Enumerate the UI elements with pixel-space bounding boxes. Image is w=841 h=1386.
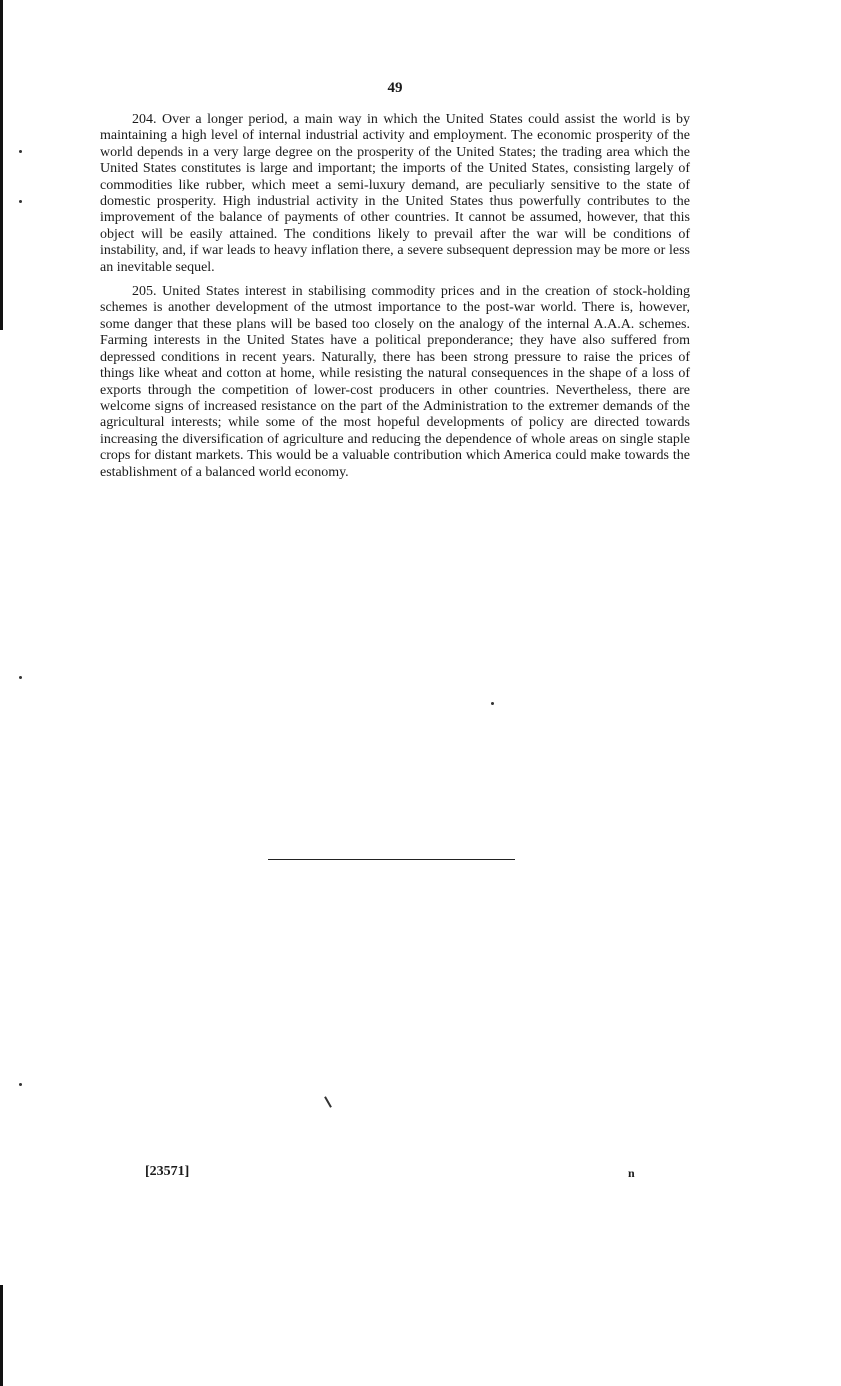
paragraph-204: 204. Over a longer period, a main way in which the United States could assist the world is by maintaining a high level of internal industrial activity and employment. The economic prosperity of the world depends in a very large degree on the prosperity of the United States; the trading area which the United States constitutes is large and important; the imports of the United States, consisting largely of commodities like rubber, which meet a semi-luxury demand, are peculiarly sensitive to the state of domestic prosperity. High industrial activity in the United States thus powerfully contributes to the improvement of the balance of payments of other countries. It cannot be assumed, however, that this object will be easily attained. The conditions likely to prevail after the war will be conditions of instability, and, if war leads to heavy inflation there, a severe subsequent depression may be more or less an inevitable sequel. xyxy=(100,112,690,275)
page-number: 49 xyxy=(387,80,403,96)
footer-reference: [23571] xyxy=(145,1164,190,1179)
section-divider-rule xyxy=(268,859,515,860)
scan-speck xyxy=(19,1083,22,1086)
scan-edge-bottom xyxy=(0,1285,3,1386)
scan-speck xyxy=(19,676,22,679)
body-text xyxy=(100,112,690,489)
scan-speck xyxy=(19,200,22,203)
scan-speck xyxy=(491,702,494,705)
scan-speck xyxy=(19,150,22,153)
scan-edge-top xyxy=(0,0,3,330)
scan-stroke xyxy=(324,1096,332,1107)
paragraph-205: 205. United States interest in stabilising commodity prices and in the creation of stock-holding schemes is another development of the utmost importance to the post-war world. There is, however, some danger that these plans will be based too closely on the analogy of the internal A.A.A. schemes. Farming interests in the United States have a political preponderance; they have also suffered from depressed conditions in recent years. Naturally, there has been strong pressure to raise the prices of things like wheat and cotton at home, while resisting the natural consequences in the shape of a loss of exports through the competition of lower-cost producers in other countries. Nevertheless, there are welcome signs of increased resistance on the part of the Administration to the extremer demands of the agricultural interests; while some of the most hopeful developments of policy are directed towards increasing the diversification of agriculture and reducing the dependence of whole areas on single staple crops for distant markets. This would be a valuable contribution which America could make towards the establishment of a balanced world economy. xyxy=(100,284,690,480)
footer-signature-mark: n xyxy=(628,1166,635,1180)
